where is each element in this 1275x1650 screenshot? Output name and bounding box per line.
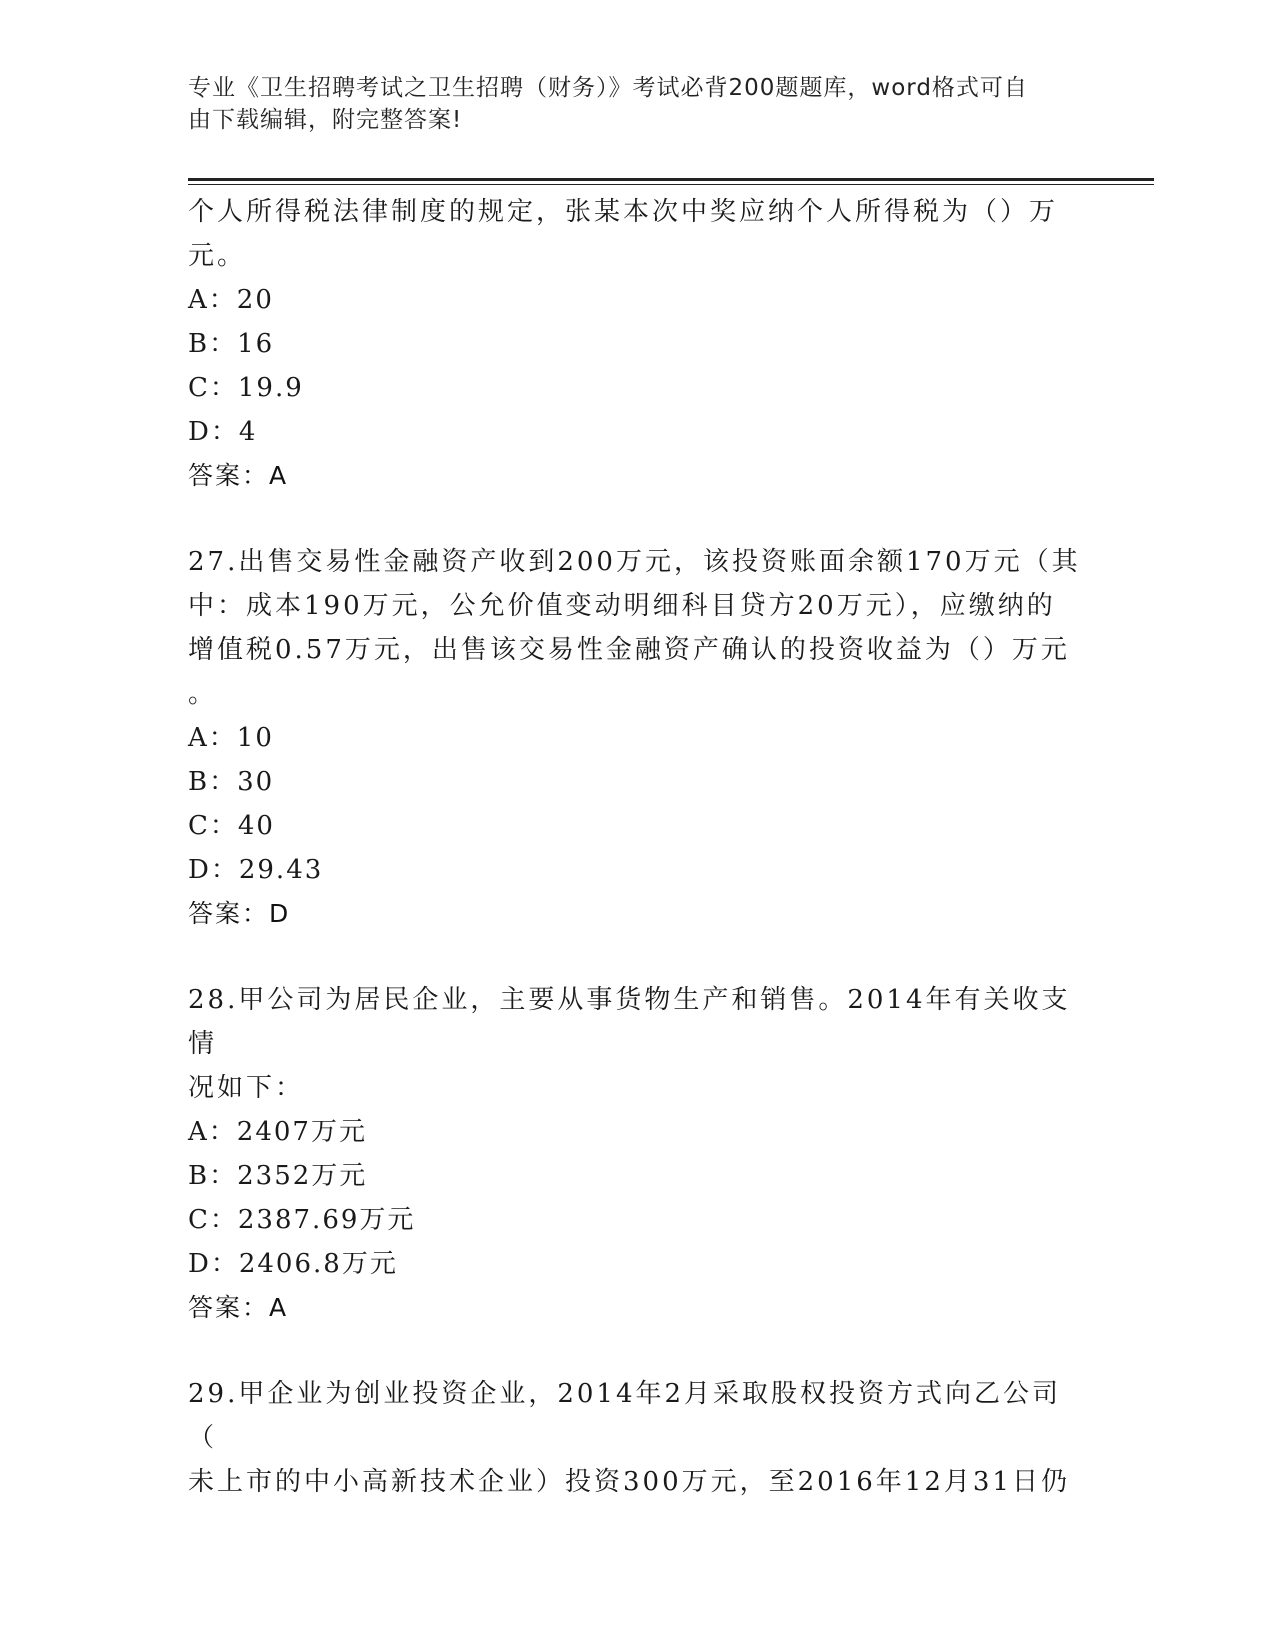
- answer-line: 答案：D: [188, 899, 291, 928]
- question-block: [188, 1372, 1088, 1504]
- option-b: B：30: [188, 767, 275, 797]
- option-a: A：2407万元: [188, 1117, 367, 1147]
- option-d: D：2406.8万元: [188, 1249, 398, 1279]
- answer-line: 答案：A: [188, 1293, 289, 1322]
- question-list: [188, 190, 1088, 1504]
- question-text-line: 元。: [188, 241, 247, 271]
- spacer: [188, 498, 1088, 540]
- question-text-line: 况如下：: [188, 1073, 305, 1103]
- document-header: [188, 72, 1068, 136]
- spacer: [188, 936, 1088, 978]
- question-text-line: 27.出售交易性金融资产收到200万元，该投资账面余额170万元（其: [188, 547, 1081, 577]
- option-c: C：2387.69万元: [188, 1205, 416, 1235]
- question-text-line: 未上市的中小高新技术企业）投资300万元，至2016年12月31日仍: [188, 1467, 1070, 1497]
- question-text-line: 。: [188, 679, 218, 709]
- question-text-line: 29.甲企业为创业投资企业，2014年2月采取股权投资方式向乙公司（: [188, 1379, 1062, 1453]
- answer-line: 答案：A: [188, 461, 289, 490]
- option-d: D：29.43: [188, 855, 324, 885]
- question-text-line: 28.甲公司为居民企业，主要从事货物生产和销售。2014年有关收支情: [188, 985, 1071, 1059]
- question-text-line: 个人所得税法律制度的规定，张某本次中奖应纳个人所得税为（）万: [188, 197, 1059, 227]
- option-c: C：40: [188, 811, 275, 841]
- question-text-line: 增值税0.57万元，出售该交易性金融资产确认的投资收益为（）万元: [188, 635, 1070, 665]
- option-c: C：19.9: [188, 373, 304, 403]
- option-a: A：20: [188, 285, 274, 315]
- question-block: [188, 540, 1088, 936]
- header-divider-thin: [188, 184, 1154, 185]
- spacer: [188, 1330, 1088, 1372]
- option-d: D：4: [188, 417, 258, 447]
- question-block: [188, 190, 1088, 498]
- option-b: B：2352万元: [188, 1161, 368, 1191]
- header-line-1: 专业《卫生招聘考试之卫生招聘（财务）》考试必背200题题库，word格式可自: [188, 75, 1028, 101]
- header-line-2: 由下载编辑，附完整答案!: [188, 107, 463, 133]
- header-divider-thick: [188, 178, 1154, 181]
- question-text-line: 中：成本190万元，公允价值变动明细科目贷方20万元），应缴纳的: [188, 591, 1056, 621]
- question-block: [188, 978, 1088, 1330]
- option-a: A：10: [188, 723, 274, 753]
- option-b: B：16: [188, 329, 275, 359]
